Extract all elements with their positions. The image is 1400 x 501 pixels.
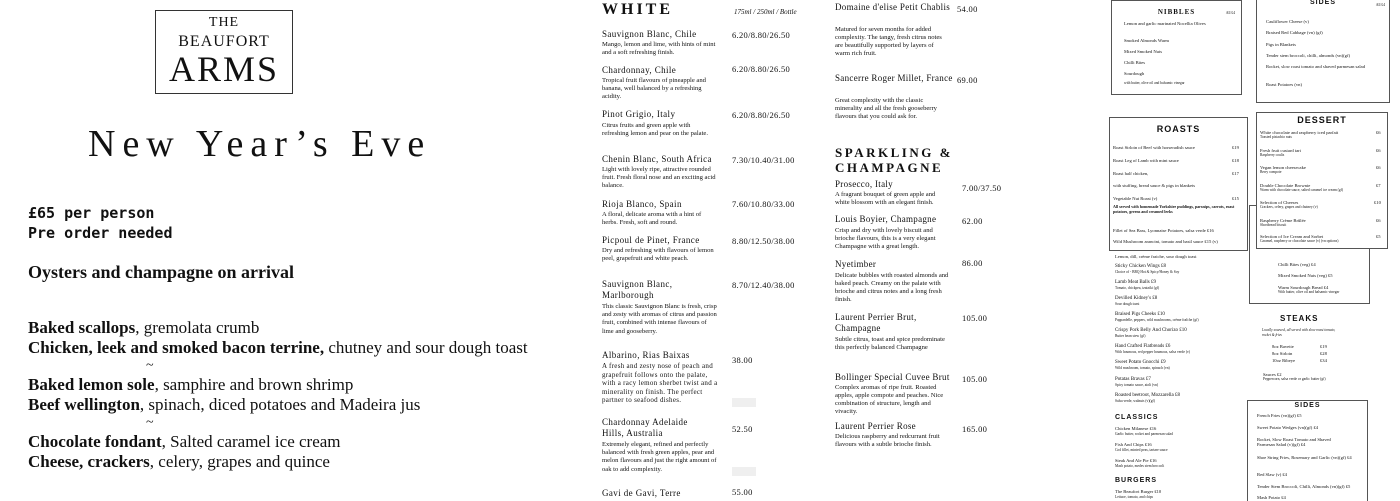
wine-desc: Dry and refreshing with flavours of lemon peel, grapefruit and white peach.	[602, 247, 714, 263]
menu-item-sub: Wild mushroom, tomato, spinach (vn)	[1115, 366, 1170, 370]
wine-desc: Delicious raspberry and redcurrant fruit flavours with a subtle brioche finish.	[835, 433, 940, 448]
wine-price: 7.00/37.50	[962, 183, 1002, 193]
wine-name: Pinot Grigio, Italy	[602, 109, 676, 119]
wine-desc: Delicate bubbles with roasted almonds and baked peach. Creamy on the palate with brioche and citrus notes and a long fresh finish.	[835, 272, 949, 303]
menu-item-sub: Mash potato, medes stem broccoli	[1115, 464, 1165, 468]
wine-price: 7.30/10.40/31.00	[732, 155, 795, 165]
menu-item-sub: Tomato, chickpea, tzatziki (gf)	[1115, 286, 1160, 290]
wine-price: 54.00	[957, 4, 978, 14]
menu-item: Roast half chicken,	[1113, 171, 1149, 176]
wine-name: Prosecco, Italy	[835, 179, 893, 189]
wine-desc: A fragrant bouquet of green apple and white blossom with an elegant finish.	[835, 191, 936, 206]
wine-price: 6.20/8.80/26.50	[732, 110, 791, 120]
menu-item: Tender Stem Broccoli, Chilli, Almonds (vn)(gf) £5	[1257, 484, 1351, 489]
nibbles-heading: NIBBLES	[1157, 8, 1196, 16]
wine-name: Gavi de Gavi, Terre	[602, 488, 681, 498]
beaufort-arms-logo	[155, 10, 293, 94]
menu-item: Sourdough	[1124, 71, 1145, 76]
menu-item: Fillet of Sea Bass, Lyonnaise Potatoes, salsa verde £16	[1113, 228, 1214, 233]
menu-item: Devilled Kidney's £8	[1115, 296, 1158, 301]
menu-item-price: £15	[1232, 196, 1239, 201]
menu-item-price: £6	[1376, 130, 1381, 135]
menu-item: Chilli Bites	[1124, 60, 1146, 65]
menu-item-price: £28	[1320, 351, 1327, 356]
burgers-heading: BURGERS	[1115, 477, 1158, 484]
menu-item-price: £7	[1376, 183, 1381, 188]
wine-desc: Extremely elegant, refined and perfectly balanced with fresh green apples, pear and melon flavours and just the right amount of oak to add complexity.	[602, 441, 717, 473]
wine-price: 6.20/8.80/26.50	[732, 64, 791, 74]
menu-item: Roast Potatoes (vn)	[1266, 82, 1302, 87]
menu-item: Hand Crafted Flatbreads £6	[1115, 344, 1171, 349]
small-plates-menu	[1112, 230, 1247, 500]
wine-price: 38.00	[732, 355, 753, 365]
glass-sizes: 175ml / 250ml / Bottle	[734, 8, 797, 16]
menu-item: The Beaufort Burger £10	[1115, 489, 1162, 494]
menu-item-price: £6	[1376, 165, 1381, 170]
course-item: Chicken, leek and smoked bacon terrine, chutney and sour dough toast	[28, 338, 528, 357]
menu-item-sub: With butter, olive oil and balsamic vinegar	[1278, 290, 1340, 294]
roasts-menu	[1109, 117, 1248, 251]
menu-item-sub: Berry compote	[1260, 170, 1282, 174]
wine-name: Sauvignon Blanc, Chile	[602, 29, 697, 39]
menu-item: Rocket, slow roast tomato and shaved parmesan salad	[1266, 64, 1365, 69]
menu-item-sub: Sour dough toast	[1115, 302, 1140, 306]
wine-name: Laurent Perrier Brut, Champagne	[835, 312, 917, 333]
wine-price: 6.20/8.80/26.50	[732, 30, 791, 40]
wine-desc: A floral, delicate aroma with a hint of herbs. Fresh, soft and round.	[602, 211, 702, 227]
wine-price: 7.60/10.80/33.00	[732, 199, 795, 209]
wine-desc: This classic Sauvignon Blanc is fresh, crisp and zesty with aromas of citrus and passion fruit, combined with intense flavours of lime and gooseberry.	[602, 303, 717, 335]
menu-item: Selection of Cheeses	[1260, 200, 1299, 205]
menu-item: Roast Sirloin of Beef with horseradish sauce	[1113, 145, 1195, 150]
wine-desc: Great complexity with the classic minerality and all the fresh gooseberry flavours that you could ask for.	[835, 97, 937, 120]
menu-item: Mash Potato £4	[1257, 495, 1286, 500]
steaks-menu	[1262, 312, 1362, 392]
price-info	[28, 203, 173, 243]
menu-note: All served with homemade Yorkshire puddings, parsnips, carrots, roast potatoes, greens and creamed leeks	[1113, 204, 1235, 214]
menu-item-price: £19	[1232, 145, 1239, 150]
wine-desc: Crisp and dry with lovely biscuit and brioche flavours, this is a very elegant Champagne with a great length.	[835, 227, 936, 250]
menu-item: Lemon and garlic marinated Nocellia Olives	[1124, 21, 1206, 26]
menu-item: Smoked Almonds Warm	[1124, 38, 1169, 43]
menu-item-sub: With houmous, red pepper houmous, salsa verde (v)	[1115, 350, 1191, 354]
menu-item-sub: Toasted pistachio nuts	[1260, 135, 1292, 139]
menu-item: Raspberry Crème Brûlée	[1260, 218, 1306, 223]
course-separator: ~	[146, 358, 154, 373]
menu-item: Warm Sourdough Bread £4	[1278, 285, 1329, 290]
classics-heading: CLASSICS	[1115, 414, 1159, 421]
course-separator: ~	[146, 415, 154, 430]
menu-item: Sauces £2	[1263, 372, 1282, 377]
menu-item: Shoe String Fries, Rosemary and Garlic (vn)(gf) £4	[1257, 455, 1352, 460]
wine-name: Bollinger Special Cuvee Brut	[835, 372, 950, 382]
menu-item: Rocket, Slow Roast Tomato and Shaved Parmesan Salad (v)(gf) £4	[1257, 437, 1331, 447]
dessert-heading: DESSERT	[1297, 115, 1347, 125]
price-per-person: £65 per person	[28, 204, 155, 222]
menu-item-sub: Pappardelle, peppers, wild mushrooms, crème fraîche (gf)	[1115, 318, 1199, 322]
price-note: All £4	[1375, 3, 1385, 7]
wine-name: Domaine d'elise Petit Chablis	[835, 2, 951, 12]
menu-item-sub: Crackers, celery, grapes and chutney (v)	[1260, 205, 1318, 209]
menu-item: Crispy Pork Belly And Chorizo £10	[1115, 328, 1187, 333]
menu-item-sub: Salsa verde, walnuts (v)(gf)	[1115, 399, 1155, 403]
menu-item: 8oz Sirloin	[1272, 351, 1293, 356]
menu-item-sub: Spicy tomato sauce, aioli (vn)	[1115, 383, 1159, 387]
menu-item-sub: Warm with chocolate sauce, salted caramel ice cream (gf)	[1260, 188, 1344, 192]
wine-name: Louis Boyier, Champagne	[835, 214, 937, 224]
course-item: Cheese, crackers, celery, grapes and quince	[28, 452, 330, 471]
wine-name: Albarino, Rias Baixas	[602, 350, 690, 360]
wine-price: 55.00	[732, 487, 753, 497]
menu-item: Wild Mushroom arancini, tomato and basil sauce £15 (v)	[1113, 239, 1218, 244]
wine-desc: Light with lovely ripe, attractive rounded fruit. Fresh floral nose and an exciting acid balance.	[602, 166, 716, 190]
menu-item-price: £6	[1376, 218, 1381, 223]
dessert-menu	[1256, 112, 1388, 249]
wine-price: 86.00	[962, 258, 983, 268]
menu-item-sub: Peppercorn, salsa verde or garlic butter (gf)	[1263, 377, 1326, 381]
wine-price: 105.00	[962, 374, 988, 384]
menu-item-sub: Garlic butter, rocket and parmesan salad	[1115, 432, 1173, 436]
menu-item: Mixed Smoked Nuts (veg) £5	[1278, 273, 1333, 278]
logo-line-2: BEAUFORT	[178, 33, 270, 50]
wine-name: Picpoul de Pinet, France	[602, 235, 700, 245]
menu-item: 8oz Bavette	[1272, 344, 1294, 349]
menu-item: Red Slaw (v) £4	[1257, 472, 1287, 477]
menu-item: Lemon, dill, crème fraiche, sour dough toast	[1115, 254, 1197, 259]
menu-item: 10oz Ribeye	[1272, 358, 1296, 363]
menu-item-sub: Raspberry coulis	[1260, 153, 1285, 157]
menu-item-sub: with butter, olive oil and balsamic vinegar	[1124, 81, 1185, 85]
menu-item-sub: Cod fillet, minted peas, tartare sauce	[1115, 448, 1168, 452]
wine-price: 8.80/12.50/38.00	[732, 236, 795, 246]
wine-price: 69.00	[957, 75, 978, 85]
wine-price: 165.00	[962, 424, 988, 434]
arrival-note: Oysters and champagne on arrival	[28, 262, 295, 282]
menu-item: Sticky Chicken Wings £8	[1115, 264, 1166, 269]
menu-item: White chocolate and raspberry iced parfait	[1260, 130, 1339, 135]
wine-name: Laurent Perrier Rose	[835, 421, 916, 431]
price-note: All £4	[1225, 11, 1235, 15]
menu-item: Sweet Potato Wedges (vn)(gf) £4	[1257, 425, 1319, 430]
menu-item-price: £19	[1320, 344, 1327, 349]
wine-name: Chardonnay, Chile	[602, 65, 677, 75]
menu-item-sub: Caramel, raspberry or chocolate sauce (v) (vn options)	[1260, 239, 1339, 243]
wine-name: Sancerre Roger Millet, France	[835, 73, 953, 83]
menu-item-sub: Choice of - BBQ Hot & Spicy/Honey & Soy	[1115, 270, 1180, 274]
menu-item-price: £18	[1232, 158, 1239, 163]
wine-desc: Complex aromas of ripe fruit. Roasted apples, apple compote and peaches. Nice combination of structure, length and vivacity.	[835, 384, 944, 415]
menu-item-sub: Lettuce, tomato, and chips	[1115, 495, 1154, 499]
menu-item: Roasted beetroot, Mozzarella £8	[1115, 393, 1180, 398]
menu-item-sub: Shortbread biscuit	[1260, 223, 1287, 227]
menu-item: Chicken Milanese £16	[1115, 426, 1157, 431]
menu-item: Potatas Bravas £7	[1115, 377, 1151, 382]
menu-item: Mixed Smoked Nuts	[1124, 49, 1163, 54]
menu-item: Braised Red Cabbage (vn) (gf)	[1266, 30, 1323, 35]
sides-menu-bottom	[1247, 400, 1368, 501]
course-item: Chocolate fondant, Salted caramel ice cream	[28, 432, 341, 451]
wine-name: Nyetimber	[835, 259, 877, 269]
wine-desc: Tropical fruit flavours of pineapple and banana, well balanced by a refreshing acidity.	[602, 77, 706, 101]
wine-desc: Subtle citrus, toast and spice predominate this perfectly balanced Champagne	[835, 336, 945, 351]
menu-item: Tender stem broccoli, chilli, almonds (vn)(gf)	[1266, 53, 1350, 58]
sides-heading: SIDES	[1309, 0, 1336, 6]
menu-item-price: £17	[1232, 171, 1239, 176]
menu-item: Sweet Potato Gnocchi £9	[1115, 360, 1166, 365]
menu-item-price: £5	[1376, 234, 1381, 239]
sides-menu-top	[1256, 0, 1390, 103]
wine-name: Rioja Blanco, Spain	[602, 199, 682, 209]
menu-item: Selection of Ice Cream and Sorbet	[1260, 234, 1324, 239]
preorder-note: Pre order needed	[28, 224, 173, 242]
menu-item-price: £10	[1374, 200, 1381, 205]
menu-item-sub: Butter bean stew (gf)	[1115, 334, 1146, 338]
menu-item: Braised Pigs Cheeks £10	[1115, 312, 1165, 317]
menu-item: Chilli Bites (veg) £4	[1278, 262, 1316, 267]
menu-item: Pigs in Blankets	[1266, 42, 1296, 47]
wine-price: 62.00	[962, 216, 983, 226]
sides-heading: SIDES	[1294, 402, 1321, 409]
course-item: Baked scallops, gremolata crumb	[28, 318, 260, 337]
faded-patch	[732, 398, 756, 407]
course-item: Beef wellington, spinach, diced potatoes and Madeira jus	[28, 395, 421, 414]
menu-item-price: £6	[1376, 148, 1381, 153]
menu-item: Fresh fruit custard tart	[1260, 148, 1301, 153]
menu-item: with stuffing, bread sauce & pigs in blankets	[1113, 183, 1196, 188]
logo-line-1: THE	[208, 15, 240, 30]
menu-item: Fish And Chips £16	[1115, 442, 1152, 447]
wine-price: 105.00	[962, 313, 988, 323]
menu-item-price: £34	[1320, 358, 1327, 363]
menu-item: Cauliflower Cheese (v)	[1266, 19, 1309, 24]
steaks-heading: STEAKS	[1280, 314, 1319, 323]
menu-item: Roast Leg of Lamb with mint sauce	[1113, 158, 1179, 163]
white-wine-heading: WHITE	[602, 1, 674, 18]
sparkling-heading: SPARKLING & CHAMPAGNE	[835, 145, 953, 175]
nibbles-menu	[1111, 0, 1242, 95]
menu-item: Vegetable Nut Roast (v)	[1113, 196, 1158, 201]
menu-item: Double Chocolate Brownie	[1260, 183, 1311, 188]
wine-name: Chardonnay Adelaide Hills, Australia	[602, 417, 688, 438]
course-item: Baked lemon sole, samphire and brown shrimp	[28, 375, 354, 394]
roasts-heading: ROASTS	[1156, 124, 1201, 134]
menu-item: Lamb Meat Balls £9	[1115, 280, 1156, 285]
wine-name: Sauvignon Blanc, Marlborough	[602, 279, 673, 300]
menu-item: Vegan lemon cheesecake	[1260, 165, 1306, 170]
faded-patch	[732, 467, 756, 476]
menu-item: Steak And Ale Pie £16	[1115, 458, 1157, 463]
wine-desc: Mango, lemon and lime, with hints of mint and a soft refreshing finish.	[602, 41, 716, 57]
page-title: New Year’s Eve	[88, 123, 432, 165]
wine-desc: Citrus fruits and green apple with refreshing lemon and pear on the palate.	[602, 122, 709, 138]
logo-line-3: ARMS	[168, 49, 280, 89]
wine-desc: A fresh and zesty nose of peach and grapefruit follows onto the palate, with a racy lemon sherbet twist and a minerality on finish. The perfect partner to seafood dishes.	[602, 362, 718, 405]
menu-item: French Fries (vn)(gf) £5	[1257, 413, 1302, 418]
wine-price: 52.50	[732, 424, 753, 434]
wine-name: Chenin Blanc, South Africa	[602, 154, 712, 164]
menu-note: Locally sourced, all served with slow roast tomato, rocket & fries	[1262, 328, 1336, 337]
wine-price: 8.70/12.40/38.00	[732, 280, 795, 290]
wine-desc: Matured for seven months for added complexity. The tangy, fresh citrus notes are beautifully supported by layers of warm rich fruit.	[835, 26, 942, 57]
